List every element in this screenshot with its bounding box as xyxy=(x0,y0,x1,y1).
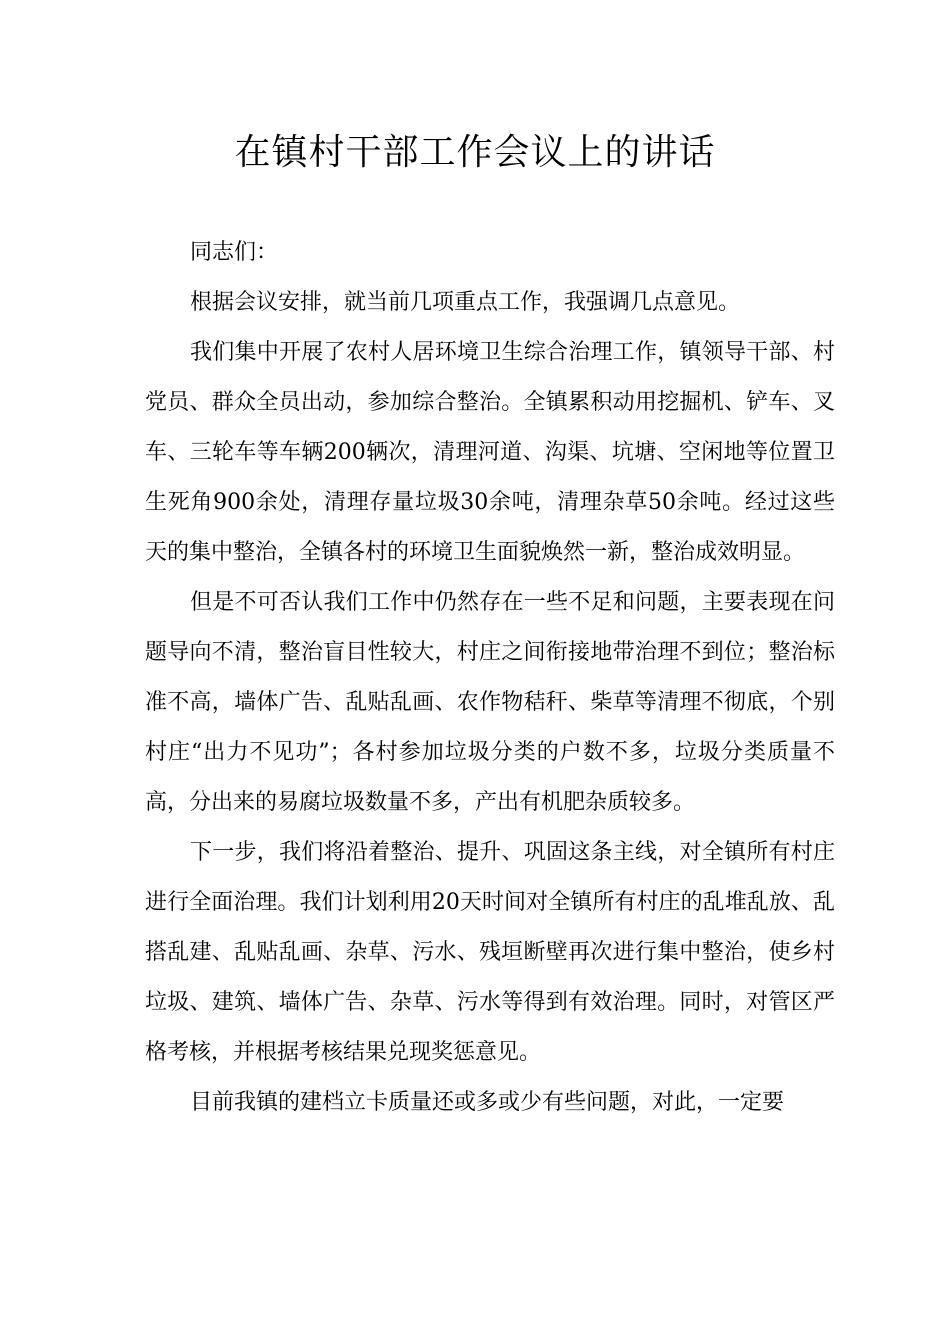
document-title: 在镇村干部工作会议上的讲话 xyxy=(234,132,716,173)
document-body xyxy=(145,228,835,1128)
paragraph-3: 但是不可否认我们工作中仍然存在一些不足和问题，主要表现在问题导向不清，整治盲目性较大，村庄之间衔接地带治理不到位；整治标准不高，墙体广告、乱贴乱画、农作物秸秆、柴草等清理不彻底，个别村庄“出力不见功”；各村参加垃圾分类的户数不多，垃圾分类质量不高，分出来的易腐垃圾数量不多，产出有机肥杂质较多。 xyxy=(145,590,835,815)
paragraph-5: 目前我镇的建档立卡质量还或多或少有些问题，对此，一定要 xyxy=(190,1090,785,1115)
paragraph-4: 下一步，我们将沿着整治、提升、巩固这条主线，对全镇所有村庄进行全面治理。我们计划利用20天时间对全镇所有村庄的乱堆乱放、乱搭乱建、乱贴乱画、杂草、污水、残垣断壁再次进行集中整治，使乡村垃圾、建筑、墙体广告、杂草、污水等得到有效治理。同时，对管区严格考核，并根据考核结果兑现奖惩意见。 xyxy=(145,840,835,1065)
paragraph-1: 根据会议安排，就当前几项重点工作，我强调几点意见。 xyxy=(190,290,741,315)
paragraph-2: 我们集中开展了农村人居环境卫生综合治理工作，镇领导干部、村党员、群众全员出动，参加综合整治。全镇累积动用挖掘机、铲车、叉车、三轮车等车辆200辆次，清理河道、沟渠、坑塘、空闲地等位置卫生死角900余处，清理存量垃圾30余吨，清理杂草50余吨。经过这些天的集中整治，全镇各村的环境卫生面貌焕然一新，整治成效明显。 xyxy=(145,340,835,565)
salutation: 同志们： xyxy=(190,240,279,265)
